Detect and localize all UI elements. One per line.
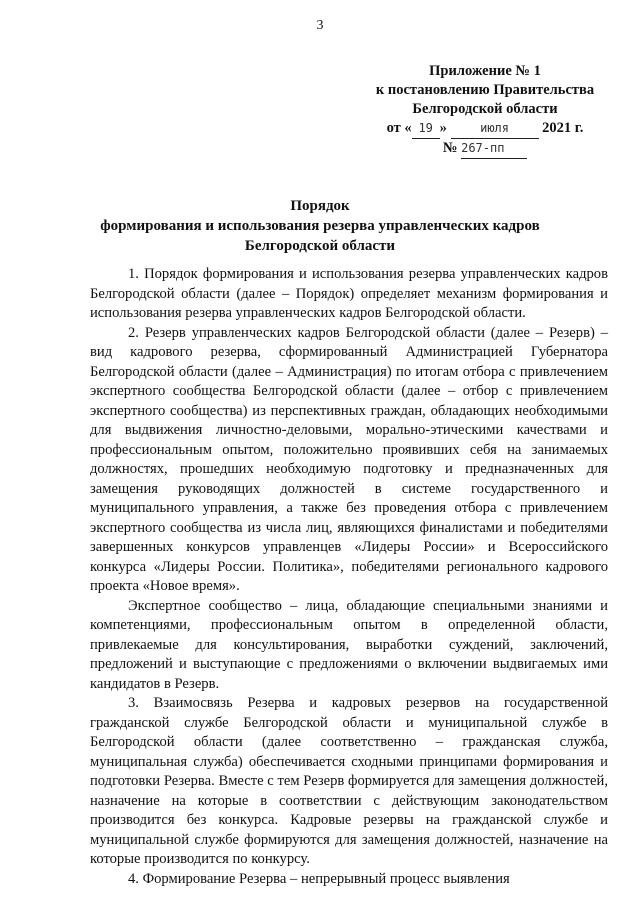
date-day: 19 [412,119,440,139]
paragraph-2: 2. Резерв управленческих кадров Белгородской области (далее – Резерв) – вид кадрового резерва, сформированный Администрацией Губернатора Белгородской области (далее – Администрация) по итогам отбора с привлечением экспертного сообщества Белгородской области (далее – отбор с привлечением экспертного сообщества) из перспективных граждан, обладающих необходимыми для выдвижения личностно-деловыми, морально-этическими качествами и профессиональным опытом, положительно проявивших себя на занимаемых должностях, прошедших необходимую подготовку и предназначенных для замещения руководящих должностей в системе государственного и муниципального управления, а также без проведения отбора с привлечением экспертного сообщества из числа лиц, являющихся финалистами и победителями завершенных конкурсов управленцев «Лидеры России» и Всероссийского конкурса «Лидеры России. Политика», победителями регионального кадрового проекта «Новое время». [90,324,608,594]
appendix-number [360,139,610,159]
date-mid: » [439,120,447,136]
paragraph-3: 3. Взаимосвязь Резерва и кадровых резервов на государственной гражданской службе Белгородской области и муниципальной службе в Белгородской области (далее соответственно – гражданская служба, муниципальная служба) обеспечивается сходными принципами формирования и подготовки Резерва. Вместе с тем Резерв формируется для замещения должностей, назначение на которые в соответствии с действующим законодательством производится без конкурса. Кадровые резервы на гражданской службе и муниципальной службе формируются для замещения должностей, назначение на которые производится по конкурсу. [90,695,608,867]
number-value: 267-пп [461,139,527,159]
document-title [0,196,640,256]
appendix-date [360,119,610,139]
date-month: июля [451,119,539,139]
title-line-1: Порядок [290,198,350,214]
paragraph-4: 4. Формирование Резерва – непрерывный процесс выявления [128,870,510,887]
page-number: 3 [316,18,324,33]
date-prefix: от « [386,120,412,136]
appendix-header [360,62,610,159]
appendix-title: Приложение № 1 [429,63,541,79]
appendix-reference: к постановлению Правительства [375,82,595,98]
paragraph-1: 1. Порядок формирования и использования резерва управленческих кадров Белгородской области (далее – Порядок) определяет механизм формирования и использования резерва управленческих кадров Белгородской области. [90,266,608,321]
title-line-3: Белгородской области [244,238,396,254]
date-year: 2021 г. [542,120,584,136]
paragraph-expert: Экспертное сообщество – лица, обладающие специальными знаниями и компетенциями, профессиональным опытом в определенной области, привлекаемые для консультирования, выработки суждений, заключений, предложений и выступающие с предложениями о включении выдвигаемых ими кандидатов в Резерв. [90,597,608,692]
title-line-2: формирования и использования резерва управленческих кадров [100,218,540,234]
document-body [90,265,608,889]
appendix-region: Белгородской области [412,101,558,117]
number-prefix: № [442,140,458,156]
